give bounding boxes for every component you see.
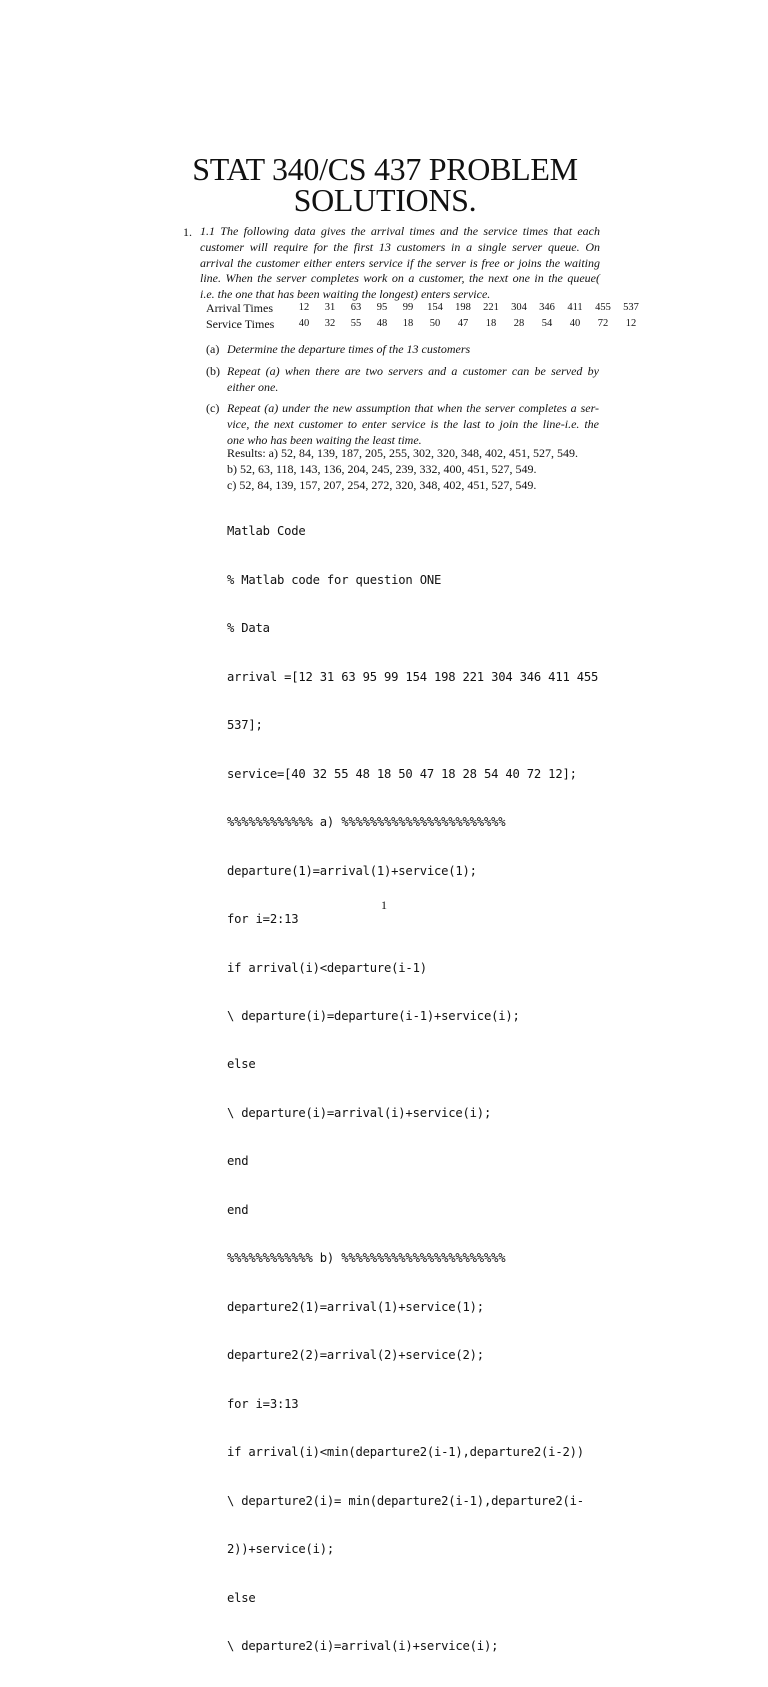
code-line: if arrival(i)<departure(i-1) bbox=[227, 960, 427, 975]
sub-question-line: one who has been waiting the least time. bbox=[227, 432, 422, 447]
service-cell: 40 bbox=[298, 318, 310, 329]
service-cell: 54 bbox=[541, 318, 553, 329]
arrival-cell: 411 bbox=[567, 302, 583, 313]
intro-line: i.e. the one that has been waiting the longest) enters service. bbox=[200, 287, 491, 302]
page-number: 1 bbox=[381, 898, 387, 912]
service-cell: 28 bbox=[513, 318, 525, 329]
code-line: 537]; bbox=[227, 718, 263, 733]
code-line: Matlab Code bbox=[227, 524, 306, 539]
sub-question-line: vice, the next customer to enter service is the last to join the line-i.e. the bbox=[227, 417, 599, 432]
service-label: Service Times bbox=[206, 317, 275, 331]
intro-line: line. When the server completes work on a customer, the next one in the queue( bbox=[200, 271, 600, 286]
code-line: else bbox=[227, 1590, 256, 1605]
arrival-cell: 99 bbox=[402, 302, 414, 313]
intro-line: arrival the customer either enters service if the server is free or joins the waiting bbox=[200, 255, 600, 270]
sub-question-line: Repeat (a) when there are two servers and a customer can be served by bbox=[227, 363, 599, 378]
title-line-2: SOLUTIONS. bbox=[293, 182, 477, 218]
sub-question-a bbox=[206, 342, 606, 358]
service-cell: 72 bbox=[597, 318, 609, 329]
intro-line: customer will require for the first 13 customers in a single server queue. On bbox=[200, 239, 600, 254]
arrival-cell: 31 bbox=[324, 302, 336, 313]
code-line: % Data bbox=[227, 621, 270, 636]
code-line: \ departure2(i)= min(departure2(i-1),departure2(i- bbox=[227, 1493, 584, 1508]
code-line: departure(1)=arrival(1)+service(1); bbox=[227, 863, 477, 878]
code-line: \ departure2(i)=arrival(i)+service(i); bbox=[227, 1639, 499, 1654]
arrival-cell: 63 bbox=[350, 302, 362, 313]
arrival-cell: 537 bbox=[623, 302, 639, 313]
sub-question-c bbox=[206, 401, 606, 448]
sub-question-text bbox=[227, 364, 599, 396]
sub-question-label: (a) bbox=[206, 342, 220, 356]
service-cell: 48 bbox=[376, 318, 388, 329]
sub-question-label: (b) bbox=[206, 363, 220, 378]
arrival-label: Arrival Times bbox=[206, 301, 274, 315]
intro-line: 1.1 The following data gives the arrival times and the service times that each bbox=[200, 224, 600, 238]
sub-question-line: either one. bbox=[227, 379, 279, 394]
arrival-row bbox=[206, 300, 645, 316]
service-cell: 12 bbox=[625, 318, 637, 329]
sub-question-text bbox=[227, 342, 599, 358]
code-line: %%%%%%%%%%%% b) %%%%%%%%%%%%%%%%%%%%%%% bbox=[227, 1251, 506, 1266]
results-block bbox=[227, 445, 578, 493]
results-line: c) 52, 84, 139, 157, 207, 254, 272, 320, 348, 402, 451, 527, 549. bbox=[227, 478, 537, 492]
arrival-cell: 12 bbox=[298, 302, 310, 313]
code-line: for i=2:13 bbox=[227, 912, 299, 927]
sub-question-label: (c) bbox=[206, 401, 220, 416]
service-cell: 32 bbox=[324, 318, 336, 329]
code-line: % Matlab code for question ONE bbox=[227, 572, 442, 587]
arrival-cell: 304 bbox=[511, 302, 527, 313]
arrival-cell: 95 bbox=[376, 302, 388, 313]
problem-number: 1. bbox=[183, 225, 192, 239]
code-line: departure2(1)=arrival(1)+service(1); bbox=[227, 1299, 484, 1314]
page-title bbox=[150, 151, 620, 218]
service-cell: 47 bbox=[457, 318, 469, 329]
code-line: end bbox=[227, 1154, 249, 1169]
arrival-service-table bbox=[206, 300, 645, 332]
code-line: 2))+service(i); bbox=[227, 1542, 335, 1557]
service-cell: 40 bbox=[569, 318, 581, 329]
sub-question-line: Repeat (a) under the new assumption that when the server completes a ser- bbox=[227, 401, 599, 416]
code-line: \ departure(i)=arrival(i)+service(i); bbox=[227, 1105, 492, 1120]
sub-question-text bbox=[227, 401, 599, 448]
results-line: b) 52, 63, 118, 143, 136, 204, 245, 239, 332, 400, 451, 527, 549. bbox=[227, 462, 537, 476]
code-line: departure2(2)=arrival(2)+service(2); bbox=[227, 1348, 484, 1363]
service-cell: 50 bbox=[429, 318, 441, 329]
arrival-cell: 154 bbox=[427, 302, 443, 313]
arrival-cell: 346 bbox=[539, 302, 555, 313]
matlab-code-block bbox=[227, 491, 598, 1687]
code-line: service=[40 32 55 48 18 50 47 18 28 54 40 72 12]; bbox=[227, 766, 577, 781]
code-line: end bbox=[227, 1202, 249, 1217]
service-row bbox=[206, 316, 645, 332]
sub-question-list bbox=[206, 342, 606, 455]
code-line: for i=3:13 bbox=[227, 1396, 299, 1411]
service-cell: 18 bbox=[485, 318, 497, 329]
results-line: Results: a) 52, 84, 139, 187, 205, 255, 302, 320, 348, 402, 451, 527, 549. bbox=[227, 446, 578, 460]
code-line: arrival =[12 31 63 95 99 154 198 221 304 346 411 455 bbox=[227, 669, 599, 684]
arrival-cell: 221 bbox=[483, 302, 499, 313]
problem-intro bbox=[200, 224, 600, 303]
arrival-cell: 198 bbox=[455, 302, 471, 313]
code-line: \ departure(i)=departure(i-1)+service(i); bbox=[227, 1009, 520, 1023]
service-cell: 18 bbox=[402, 318, 414, 329]
arrival-cell: 455 bbox=[595, 302, 611, 313]
title-line-1: STAT 340/CS 437 PROBLEM bbox=[192, 151, 578, 187]
sub-question-line: Determine the departure times of the 13 customers bbox=[227, 342, 471, 356]
sub-question-b bbox=[206, 364, 606, 396]
code-line: else bbox=[227, 1057, 256, 1072]
service-cell: 55 bbox=[350, 318, 362, 329]
code-line: %%%%%%%%%%%% a) %%%%%%%%%%%%%%%%%%%%%%% bbox=[227, 815, 506, 830]
code-line: if arrival(i)<min(departure2(i-1),departure2(i-2)) bbox=[227, 1445, 584, 1460]
